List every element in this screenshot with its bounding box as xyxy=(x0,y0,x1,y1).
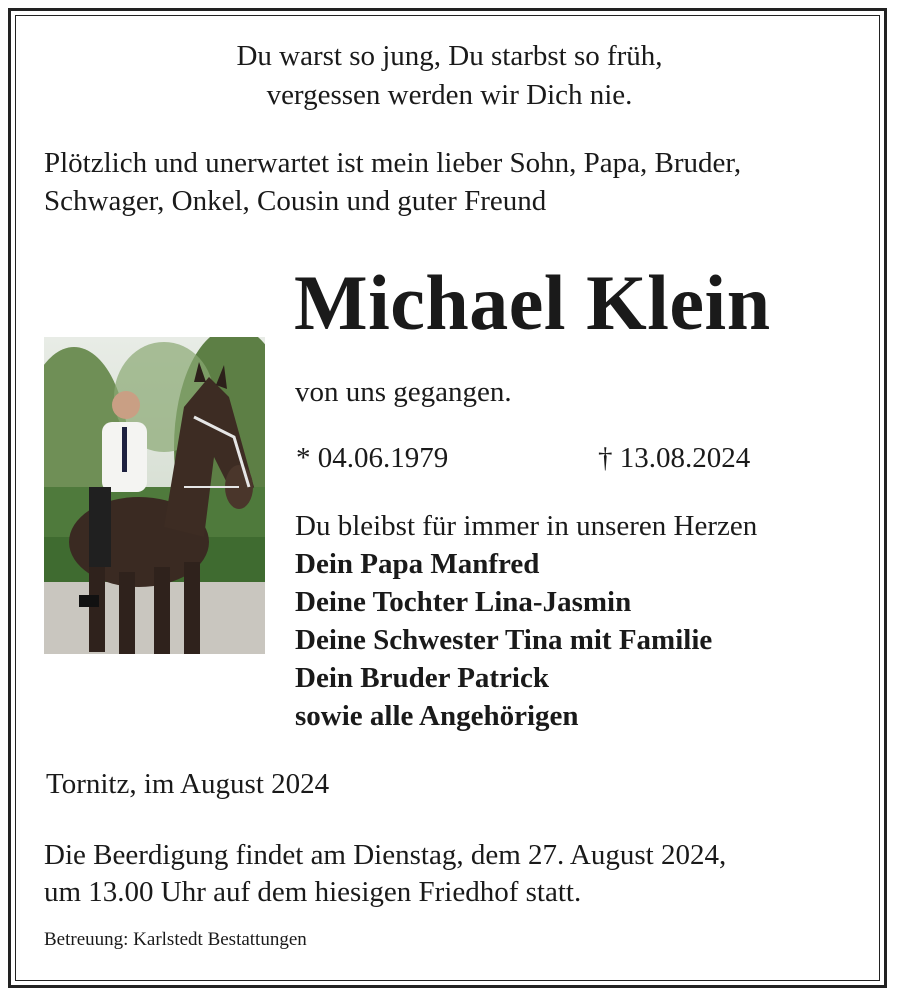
verse-line-1: Du warst so jung, Du starbst so früh, xyxy=(236,40,663,72)
death-date-group xyxy=(598,442,750,475)
undertaker: Betreuung: Karlstedt Bestattungen xyxy=(44,929,307,950)
funeral-line-2: um 13.00 Uhr auf dem hiesigen Friedhof statt. xyxy=(44,876,582,908)
funeral-line-1: Die Beerdigung findet am Dienstag, dem 27. August 2024, xyxy=(44,839,727,871)
mourners-heading: Du bleibst für immer in unseren Herzen xyxy=(295,510,758,542)
verse-line-2: vergessen werden wir Dich nie. xyxy=(266,79,633,111)
intro-line-1: Plötzlich und unerwartet ist mein lieber Sohn, Papa, Bruder, xyxy=(44,147,742,179)
mourner-line-2: Deine Tochter Lina-Jasmin xyxy=(295,586,632,618)
phrase-gone: von uns gegangen. xyxy=(295,376,512,408)
photo-man-on-horse xyxy=(44,337,265,654)
mourner-line-3: Deine Schwester Tina mit Familie xyxy=(295,624,713,656)
place-date: Tornitz, im August 2024 xyxy=(46,768,330,800)
deceased-name: Michael Klein xyxy=(294,259,771,346)
cross-icon: † xyxy=(598,442,613,474)
mourner-line-4: Dein Bruder Patrick xyxy=(295,662,549,694)
death-date: 13.08.2024 xyxy=(619,442,751,474)
birth-date: * 04.06.1979 xyxy=(296,442,449,474)
mourner-line-5: sowie alle Angehörigen xyxy=(295,700,579,732)
intro-line-2: Schwager, Onkel, Cousin und guter Freund xyxy=(44,185,547,217)
mourner-line-1: Dein Papa Manfred xyxy=(295,548,540,580)
